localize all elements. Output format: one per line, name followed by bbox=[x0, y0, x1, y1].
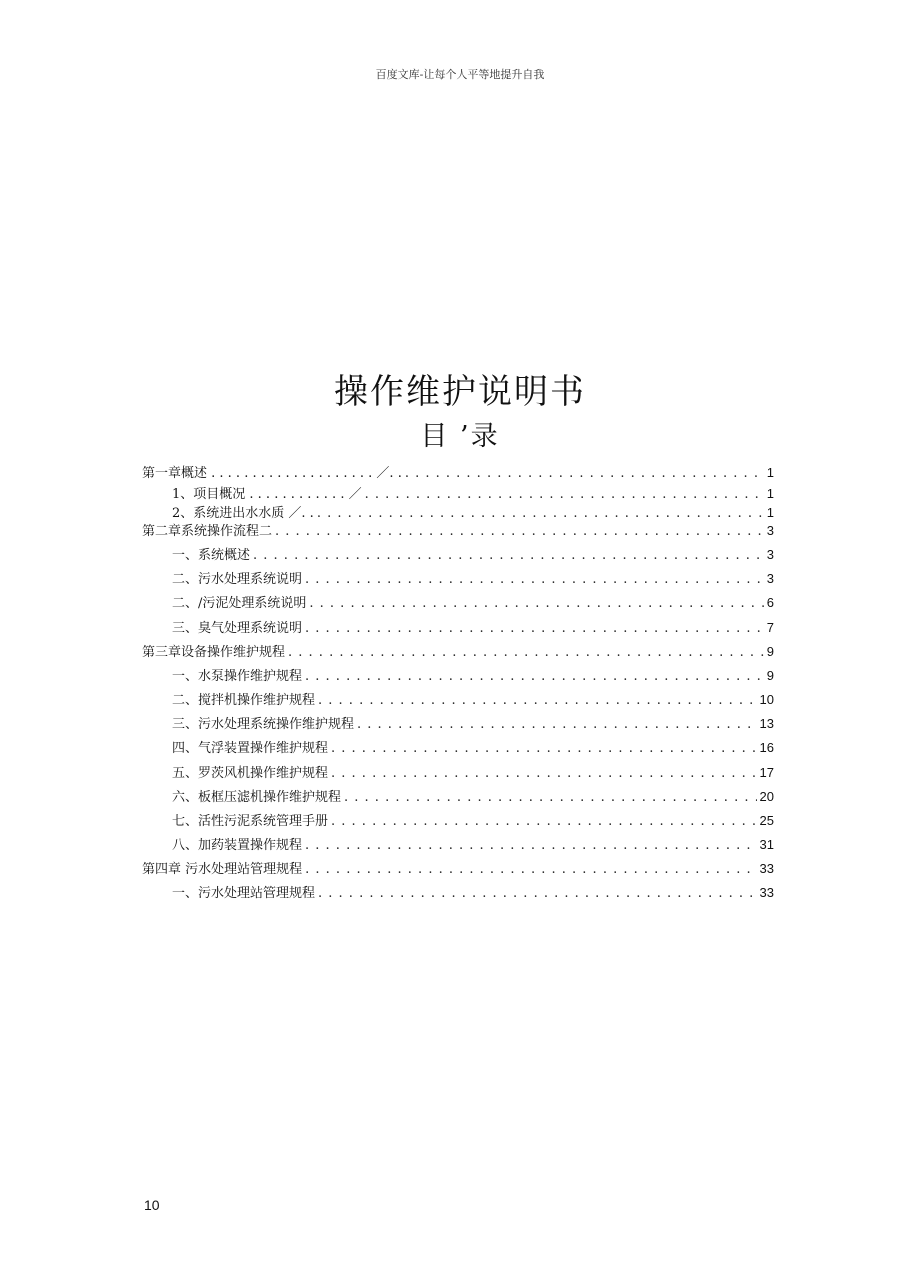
toc-entry-label: 一、水泵操作维护规程 bbox=[172, 669, 303, 684]
toc-leader-dots bbox=[344, 790, 757, 805]
toc-entry[interactable] bbox=[142, 502, 774, 521]
toc-entry-page: 1 bbox=[766, 486, 774, 501]
toc-entry-page: 1 bbox=[766, 465, 774, 480]
toc-entry[interactable] bbox=[142, 737, 774, 756]
toc-entry-label: 2、系统进出水水质 ／. . bbox=[172, 506, 314, 521]
toc-entry-label: 一、污水处理站管理规程 bbox=[172, 886, 316, 901]
toc-entry-label: 六、板框压滤机操作维护规程 bbox=[172, 790, 342, 805]
toc-entry-label: 第一章概述 . . . . . . . . . . . . . . . . . . . . ／. . bbox=[142, 466, 402, 481]
toc-entry-label: 二、搅拌机操作维护规程 bbox=[172, 693, 316, 708]
toc-entry-label: 三、臭气处理系统说明 bbox=[172, 621, 303, 636]
toc-entry-label: 四、气浮装置操作维护规程 bbox=[172, 741, 329, 756]
toc-leader-dots bbox=[317, 506, 764, 521]
toc-entry-label: 二、/污泥处理系统说明 bbox=[172, 596, 307, 611]
toc-entry-page: 3 bbox=[766, 523, 774, 538]
toc-entry[interactable] bbox=[142, 617, 774, 636]
toc-entry-label: 第三章设备操作维护规程 bbox=[142, 645, 286, 660]
toc-entry-label: 第二章系统操作流程二 bbox=[142, 524, 273, 539]
toc-entry[interactable] bbox=[142, 834, 774, 853]
document-title: 操作维护说明书 bbox=[334, 372, 586, 412]
toc-entry-label: 五、罗茨风机操作维护规程 bbox=[172, 766, 329, 781]
toc-leader-dots bbox=[305, 621, 764, 636]
toc-entry-label: 三、污水处理系统操作维护规程 bbox=[172, 717, 355, 732]
toc-leader-dots bbox=[405, 466, 764, 481]
toc-entry-page: 3 bbox=[766, 571, 774, 586]
toc-leader-dots bbox=[318, 886, 757, 901]
toc-entry[interactable] bbox=[142, 786, 774, 805]
toc-entry-label: 八、加药装置操作规程 bbox=[172, 838, 303, 853]
toc-leader-dots bbox=[305, 838, 757, 853]
toc-leader-dots bbox=[253, 548, 764, 563]
toc-leader-dots bbox=[305, 572, 764, 587]
toc-entry-page: 16 bbox=[759, 740, 774, 755]
toc-entry[interactable] bbox=[142, 483, 774, 502]
toc-entry[interactable] bbox=[142, 520, 774, 539]
toc-entry-page: 1 bbox=[766, 505, 774, 520]
toc-leader-dots bbox=[331, 814, 757, 829]
toc-leader-dots bbox=[305, 669, 764, 684]
toc-entry[interactable] bbox=[142, 713, 774, 732]
toc-leader-dots bbox=[305, 862, 756, 877]
toc-entry[interactable] bbox=[142, 689, 774, 708]
toc-entry[interactable] bbox=[142, 665, 774, 684]
toc-entry-label: 七、活性污泥系统管理手册 bbox=[172, 814, 329, 829]
toc-leader-dots bbox=[275, 524, 764, 539]
toc-entry[interactable] bbox=[142, 810, 774, 829]
toc-leader-dots bbox=[288, 645, 764, 660]
toc-entry[interactable] bbox=[142, 592, 774, 611]
toc-entry-page: 17 bbox=[759, 765, 774, 780]
toc-entry-label: 1、项目概况 . . . . . . . . . . . . ／ bbox=[172, 487, 362, 502]
toc-leader-dots bbox=[318, 693, 757, 708]
toc-leader-dots bbox=[357, 717, 757, 732]
toc-entry-page: 20 bbox=[759, 789, 774, 804]
toc-entry-page: 31 bbox=[759, 837, 774, 852]
toc-entry-page: 3 bbox=[766, 547, 774, 562]
toc-leader-dots bbox=[309, 596, 763, 611]
toc-entry-page: 9 bbox=[766, 644, 774, 659]
toc-entry-page: 9 bbox=[766, 668, 774, 683]
toc-entry-page: 33 bbox=[759, 885, 774, 900]
toc-leader-dots bbox=[331, 766, 757, 781]
toc-entry[interactable] bbox=[142, 858, 774, 877]
toc-entry-page: 13 bbox=[759, 716, 774, 731]
toc-entry-label: 二、污水处理系统说明 bbox=[172, 572, 303, 587]
toc-entry[interactable] bbox=[142, 568, 774, 587]
toc-entry-page: 6 bbox=[766, 595, 774, 610]
toc-leader-dots bbox=[365, 487, 764, 502]
toc-entry-page: 7 bbox=[766, 620, 774, 635]
toc-entry-label: 第四章 污水处理站管理规程 bbox=[142, 862, 303, 877]
running-header: 百度文库-让每个人平等地提升自我 bbox=[375, 68, 545, 81]
toc-entry-page: 25 bbox=[759, 813, 774, 828]
toc-leader-dots bbox=[331, 741, 757, 756]
toc-entry[interactable] bbox=[142, 462, 774, 481]
toc-entry[interactable] bbox=[142, 544, 774, 563]
toc-entry-page: 10 bbox=[759, 692, 774, 707]
toc-entry[interactable] bbox=[142, 762, 774, 781]
toc-heading: 目 ’录 bbox=[420, 421, 500, 452]
toc-entry-page: 33 bbox=[759, 861, 774, 876]
toc-entry[interactable] bbox=[142, 882, 774, 901]
toc-entry-label: 一、系统概述 bbox=[172, 548, 251, 563]
page-number: 10 bbox=[144, 1197, 160, 1213]
toc-entry[interactable] bbox=[142, 641, 774, 660]
